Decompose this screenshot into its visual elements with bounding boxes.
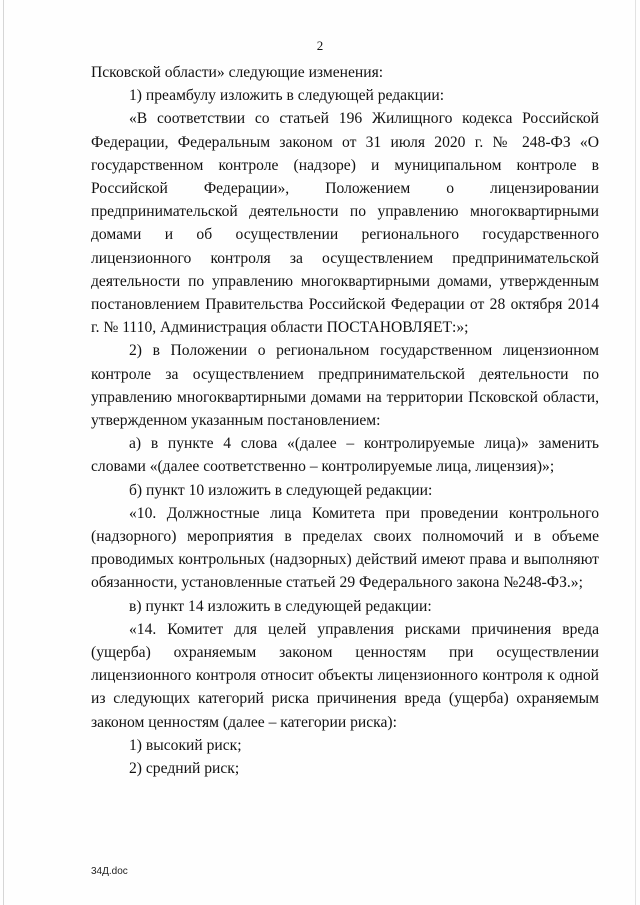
document-body bbox=[91, 61, 599, 780]
paragraph: «14. Комитет для целей управления рисками причинения вреда (ущерба) охраняемым законом ценностям при осуществлении лицензионного контроля относит объекты лицензионного контроля к одной из следующих категорий риска причинения вреда (ущерба) охраняемым законом ценностям (далее – категории риска): bbox=[91, 620, 599, 731]
page-number: 2 bbox=[316, 38, 324, 53]
paragraph: Псковской области» следующие изменения: bbox=[91, 64, 384, 81]
scan-edge-right bbox=[635, 0, 636, 905]
paragraph: а) в пункте 4 слова «(далее – контролируемые лица)» заменить словами «(далее соответственно – контролируемые лица, лицензия)»; bbox=[91, 435, 599, 476]
paragraph: 1) преамбулу изложить в следующей редакции: bbox=[129, 87, 445, 105]
paragraph: б) пункт 10 изложить в следующей редакции: bbox=[129, 481, 433, 499]
scan-edge-left bbox=[3, 0, 4, 905]
footer-filename: 34Д.doc bbox=[91, 866, 128, 877]
paragraph: 2) в Положении о региональном государственном лицензионном контроле за осуществлением предпринимательской деятельности по управлению многоквартирными домами на территории Псковской области, утвержденном указанным постановлением: bbox=[91, 342, 599, 430]
paragraph: 2) средний риск; bbox=[129, 760, 240, 778]
paragraph: 1) высокий риск; bbox=[129, 736, 242, 754]
paragraph: «В соответствии со статьей 196 Жилищного кодекса Российской Федерации, Федеральным законом от 31 июля 2020 г. № 248-ФЗ «О государственном контроле (надзоре) и муниципальном контроле в Российской Федерации», Положением о лицензировании предпринимательской деятельности по управлению многоквартирными домами и об осуществлении регионального государственного лицензионного контроля за осуществлением предпринимательской деятельности по управлению многоквартирными домами, утвержденным постановлением Правительства Российской Федерации от 28 октября 2014 г. № 1110, Администрация области ПОСТАНОВЛЯЕТ:»; bbox=[91, 110, 599, 337]
paragraph: в) пункт 14 изложить в следующей редакции: bbox=[129, 597, 432, 615]
paragraph: «10. Должностные лица Комитета при проведении контрольного (надзорного) мероприятия в пределах своих полномочий и в объеме проводимых контрольных (надзорных) действий имеют права и выполняют обязанности, установленные статьей 29 Федерального закона №248-ФЗ.»; bbox=[91, 504, 599, 592]
